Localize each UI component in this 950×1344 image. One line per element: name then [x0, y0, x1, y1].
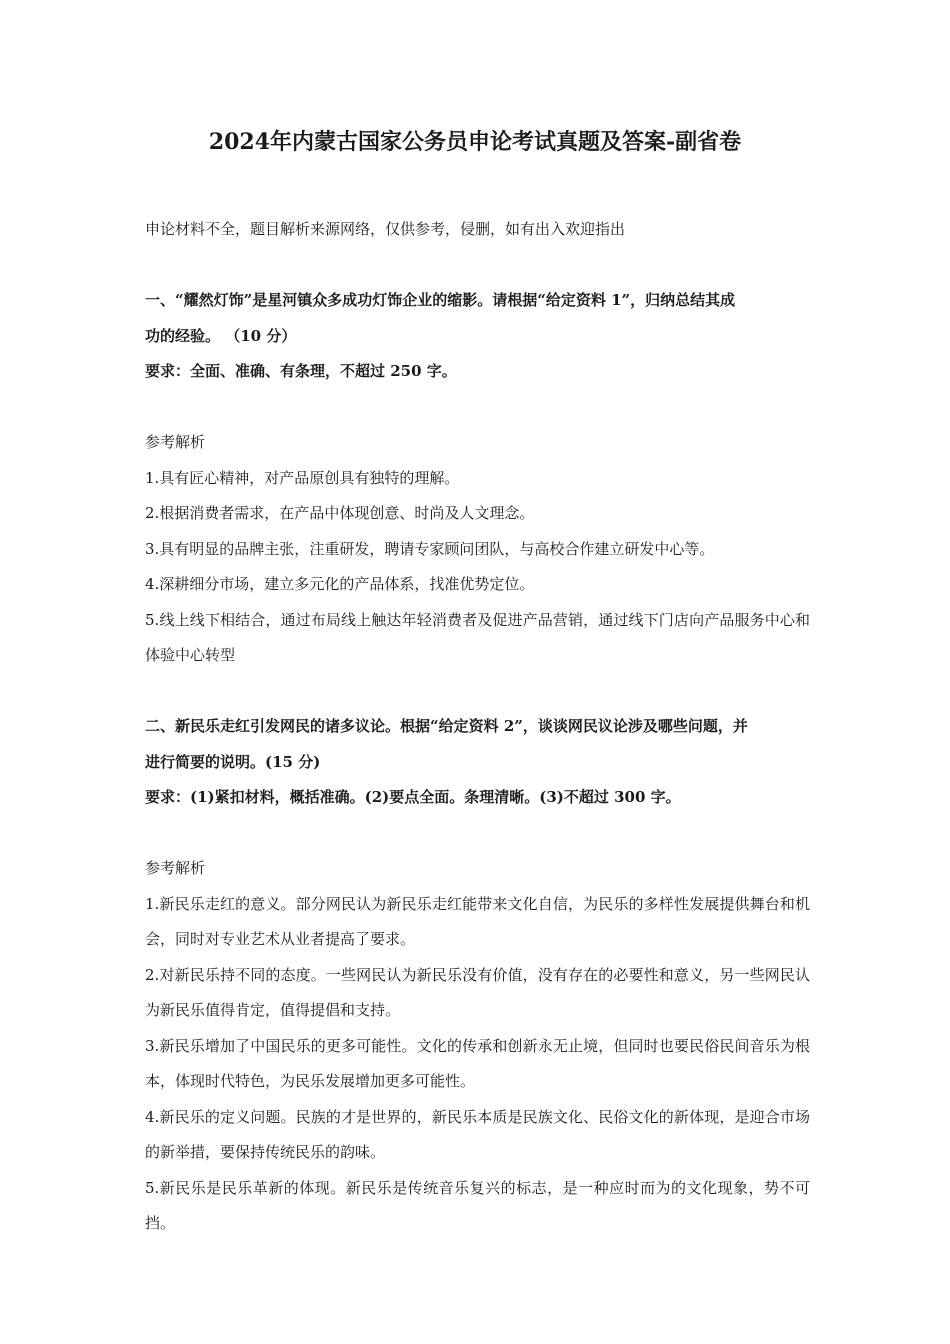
question-2-text-cont: 进行简要的说明。(15 分): [145, 752, 321, 771]
question-2-point: 2.对新民乐持不同的态度。一些网民认为新民乐没有价值，没有存在的必要性和意义，另一些网民认为新民乐值得肯定，值得提倡和支持。: [145, 965, 810, 1019]
document-body: [145, 212, 810, 1242]
question-1-requirement: 要求：全面、准确、有条理，不超过 250 字。: [145, 362, 457, 380]
question-2-section: [145, 709, 810, 1242]
question-1-point: 2.根据消费者需求，在产品中体现创意、时尚及人文理念。: [145, 504, 535, 522]
spacer: [145, 816, 810, 852]
question-1-text-cont: 功的经验。 （10 分）: [145, 326, 297, 345]
question-1-section: [145, 283, 810, 674]
intro-note: 申论材料不全，题目解析来源网络，仅供参考，侵删，如有出入欢迎指出: [145, 220, 626, 238]
spacer: [145, 390, 810, 426]
question-2-point: 4.新民乐的定义问题。民族的才是世界的，新民乐本质是民族文化、民俗文化的新体现，是迎合市场的新举措，要保持传统民乐的韵味。: [145, 1107, 810, 1161]
document-title: 2024年内蒙古国家公务员申论考试真题及答案-副省卷: [208, 129, 742, 155]
question-2-text: 二、新民乐走红引发网民的诸多议论。根据“给定资料 2”，谈谈网民议论涉及哪些问题，并: [145, 717, 748, 735]
question-1-text: 一、“耀然灯饰”是星河镇众多成功灯饰企业的缩影。请根据“给定资料 1”，归纳总结其成: [145, 291, 736, 309]
question-2-analysis-label: 参考解析: [145, 859, 206, 877]
question-2-point: 5.新民乐是民乐革新的体现。新民乐是传统音乐复兴的标志，是一种应时而为的文化现象，势不可挡。: [145, 1178, 810, 1232]
question-1-point: 4.深耕细分市场，建立多元化的产品体系，找准优势定位。: [145, 575, 535, 593]
question-1-analysis-label: 参考解析: [145, 433, 206, 451]
question-1-point: 5.线上线下相结合，通过布局线上触达年轻消费者及促进产品营销，通过线下门店向产品服务中心和体验中心转型: [145, 610, 810, 664]
spacer: [145, 248, 810, 284]
question-2-point: 1.新民乐走红的意义。部分网民认为新民乐走红能带来文化自信，为民乐的多样性发展提供舞台和机会，同时对专业艺术从业者提高了要求。: [145, 894, 810, 948]
question-2-requirement: 要求：(1)紧扣材料，概括准确。(2)要点全面。条理清晰。(3)不超过 300 字。: [145, 788, 681, 806]
question-1-point: 1.具有匠心精神，对产品原创具有独特的理解。: [145, 468, 460, 487]
question-2-point: 3.新民乐增加了中国民乐的更多可能性。文化的传承和创新永无止境，但同时也要民俗民间音乐为根本，体现时代特色，为民乐发展增加更多可能性。: [145, 1036, 810, 1090]
spacer: [145, 674, 810, 710]
question-1-point: 3.具有明显的品牌主张，注重研发，聘请专家顾问团队，与高校合作建立研发中心等。: [145, 539, 715, 558]
